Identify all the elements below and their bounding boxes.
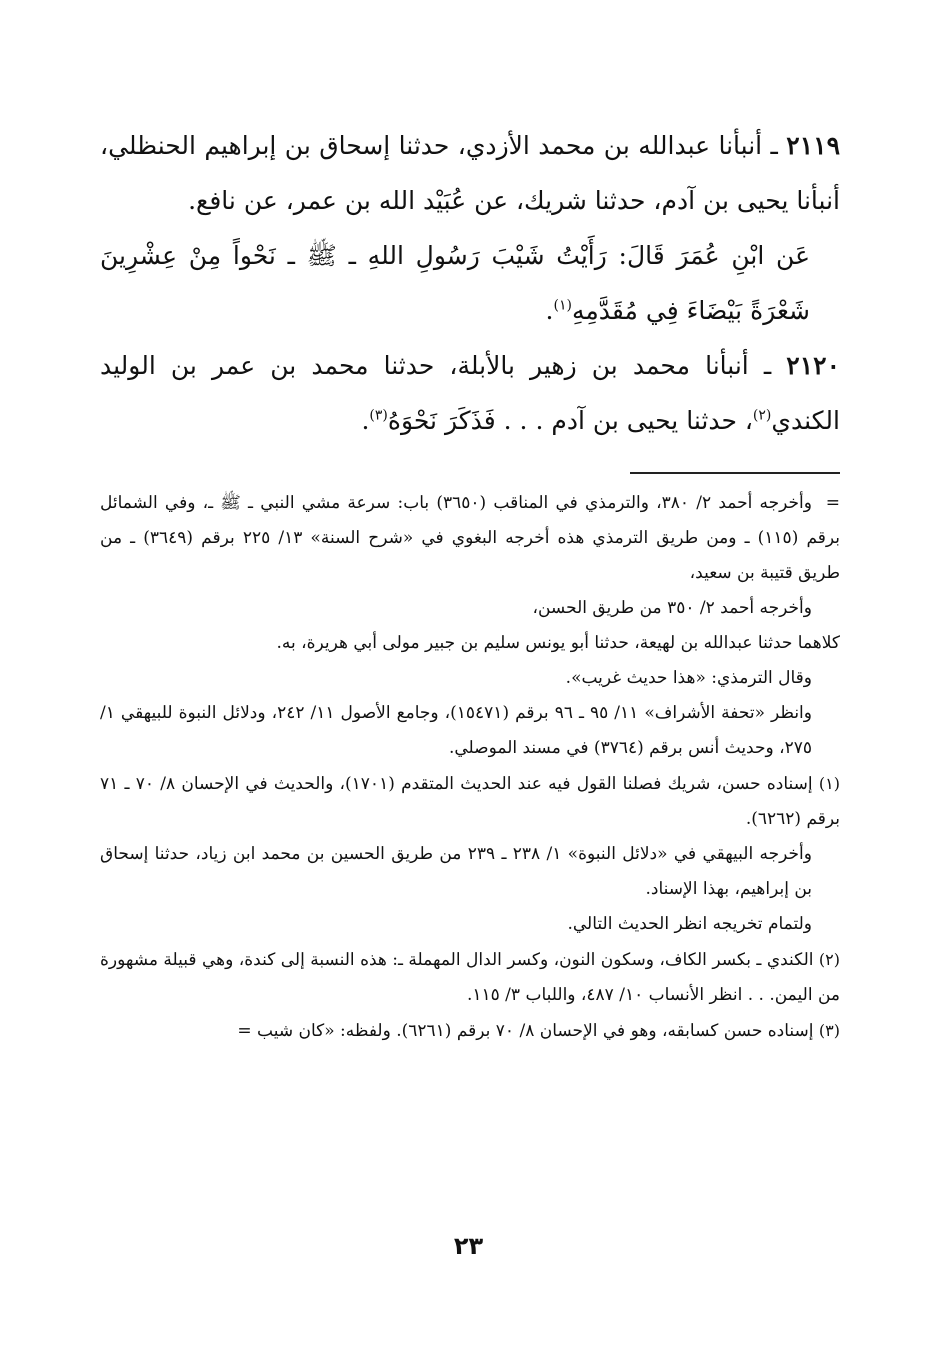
main-text <box>100 118 840 448</box>
hadith-2119-isnad <box>100 118 840 228</box>
footnote-marker-3[interactable]: (٣) <box>369 407 388 424</box>
footnote-divider <box>630 472 840 474</box>
footnote-marker-2[interactable]: (٢) <box>752 407 772 424</box>
hadith-2120: ٢١٢٠ ـ أنبأنا محمد بن زهير بالأبلة، حدثنا محمد بن عمر بن الوليد الكندي$^{(٢)}$، حدثنا يحيى بن آدم . . . فَذَكَرَ نَحْوَهُ$^{(٣)}$. <box>100 351 840 435</box>
footnote-line: كلاهما حدثنا عبدالله بن لهيعة، حدثنا أبو يونس سليم بن جبير مولى أبي هريرة، به. <box>276 633 840 653</box>
footnote-number: (٢) <box>818 950 841 969</box>
footnote-line: وانظر «تحفة الأشراف» ١١/ ٩٥ ـ ٩٦ برقم (١٥٤٧١)، وجامع الأصول ١١/ ٢٤٢، ودلائل النبوة للبيهقي ١/ ٢٧٥، وحديث أنس برقم (٣٧٦٤) في مسند الموصلي. <box>100 703 812 758</box>
footnote-marker-1[interactable]: (١) <box>553 297 572 314</box>
hadith-number: ٢١٢٠ <box>786 351 840 380</box>
footnote-1: (١) إسناده حسن، شريك فصلنا القول فيه عند الحديث المتقدم (١٧٠١)، والحديث في الإحسان ٨/ ٧٠ ـ ٧١ برقم (٦٢٦٢). <box>100 774 840 829</box>
footnote-line: ولتمام تخريجه انظر الحديث التالي. <box>567 914 812 934</box>
isnad-text: ، حدثنا يحيى بن آدم . . . فَذَكَرَ نَحْوَهُ <box>387 406 753 435</box>
footnotes <box>100 486 840 1049</box>
continuation-mark: = <box>825 493 840 513</box>
footnote-line: وقال الترمذي: «هذا حديث غريب». <box>565 668 812 688</box>
footnote-number: (٣) <box>818 1021 840 1040</box>
footnote-3: (٣) إسناده حسن كسابقه، وهو في الإحسان ٨/ ٧٠ برقم (٦٢٦١). ولفظه: «كان شيب = <box>237 1021 840 1041</box>
matn-text: عَن ابْنِ عُمَرَ قَالَ: رَأَيْتُ شَيْبَ رَسُولِ اللهِ ـ ﷺ ـ نَحْواً مِنْ عِشْرِينَ شَعْرَةً بَيْضَاءَ فِي مُقَدَّمِهِ <box>100 241 810 325</box>
footnote-line: وأخرجه أحمد ٢/ ٣٥٠ من طريق الحسن، <box>532 598 812 618</box>
isnad-text: ـ أنبأنا محمد بن زهير بالأبلة، حدثنا محمد بن عمر بن الوليد الكندي <box>100 351 840 435</box>
isnad-text: ـ أنبأنا عبدالله بن محمد الأزدي، حدثنا إسحاق بن إبراهيم الحنظلي، أنبأنا يحيى بن آدم، حدثنا شريك، عن عُبَيْد الله بن عمر، عن نافع. <box>100 131 840 215</box>
footnote-line: وأخرجه البيهقي في «دلائل النبوة» ١/ ٢٣٨ ـ ٢٣٩ من طريق الحسين بن محمد ابن زياد، حدثنا إسحاق بن إبراهيم، بهذا الإسناد. <box>100 844 812 899</box>
footnote-number: (١) <box>818 774 840 793</box>
continuation-mark: = <box>237 1021 252 1041</box>
hadith-2119-matn: عَن ابْنِ عُمَرَ قَالَ: رَأَيْتُ شَيْبَ رَسُولِ اللهِ ـ ﷺ ـ نَحْواً مِنْ عِشْرِينَ شَعْرَةً بَيْضَاءَ فِي مُقَدَّمِهِ$^{(١)}$. <box>100 241 810 325</box>
book-page <box>100 118 840 1049</box>
footnote-2: (٢) الكندي ـ بكسر الكاف، وسكون النون، وكسر الدال المهملة ـ: هذه النسبة إلى كندة، وهي قبيلة مشهورة من اليمن. . . انظر الأنساب ١٠/ ٤٨٧، واللباب ٣/ ١١٥. <box>100 950 841 1005</box>
hadith-number: ٢١١٩ <box>786 131 840 160</box>
footnote-continued: =وأخرجه أحمد ٢/ ٣٨٠، والترمذي في المناقب (٣٦٥٠) باب: سرعة مشي النبي ـ ﷺ ـ، وفي الشمائل برقم (١١٥) ـ ومن طريق الترمذي هذه أخرجه البغوي في «شرح السنة» ١٣/ ٢٢٥ برقم (٣٦٤٩) ـ من طريق قتيبة بن سعيد، <box>100 486 840 591</box>
page-number: ٢٣ <box>453 1232 484 1260</box>
